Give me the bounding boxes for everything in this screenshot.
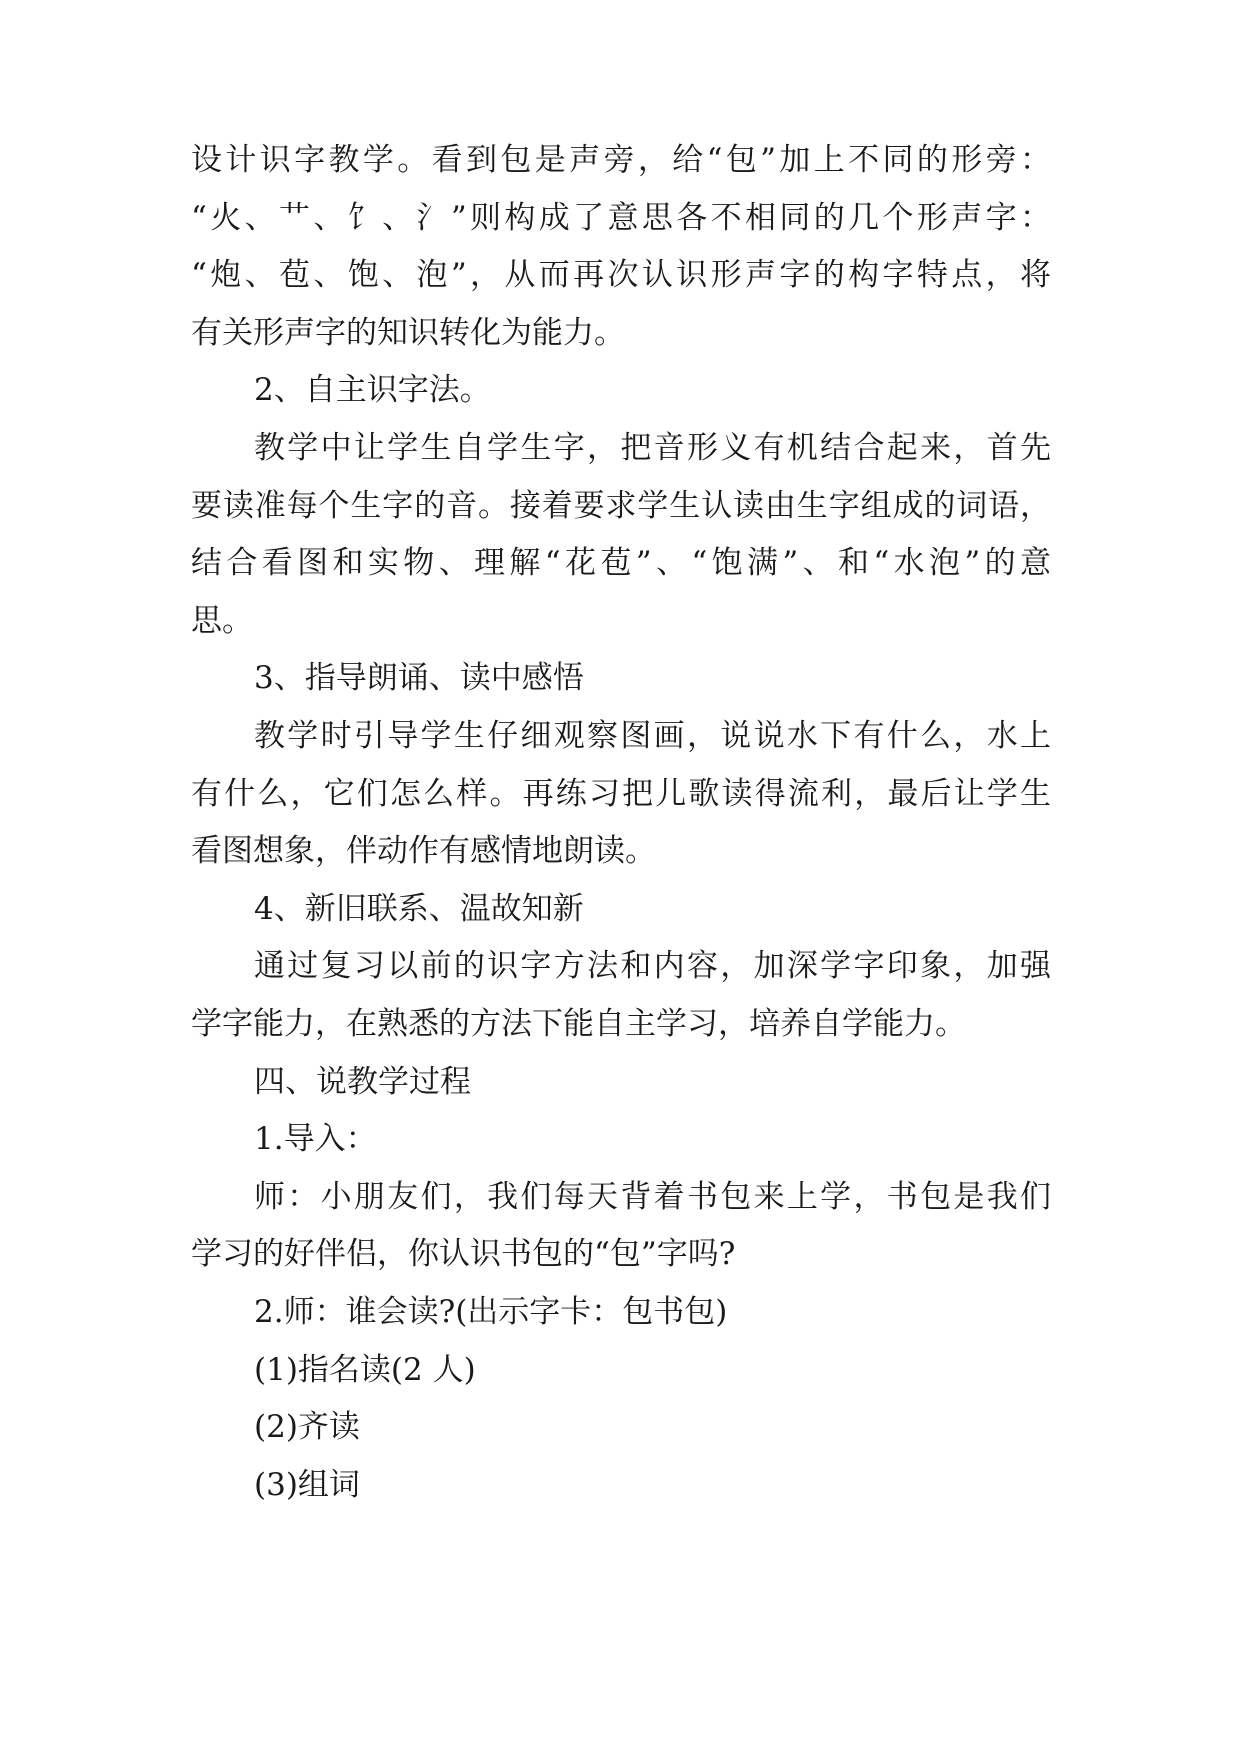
text-line: 看图想象，伴动作有感情地朗读。 — [191, 833, 656, 869]
text-line: (2)齐读 — [254, 1409, 360, 1445]
text-line: 有什么，它们怎么样。再练习把儿歌读得流利，最后让学生 — [191, 776, 1051, 812]
text-line: (3)组词 — [254, 1467, 360, 1503]
text-line: 四、说教学过程 — [254, 1064, 471, 1100]
text-line: 结合看图和实物、理解“花苞”、“饱满”、和“水泡”的意 — [191, 545, 1051, 581]
text-line: 要读准每个生字的音。接着要求学生认读由生字组成的词语， — [191, 488, 1051, 524]
text-line: “炮、苞、饱、泡”，从而再次认识形声字的构字特点，将 — [191, 257, 1051, 293]
text-line: 3、指导朗诵、读中感悟 — [254, 660, 584, 696]
text-line: 学字能力，在熟悉的方法下能自主学习，培养自学能力。 — [191, 1006, 966, 1042]
text-line: 思。 — [191, 603, 253, 639]
text-line: 1.导入： — [254, 1121, 377, 1157]
text-line: “火、艹、饣、氵”则构成了意思各不相同的几个形声字： — [191, 200, 1051, 236]
text-line: (1)指名读(2 人) — [254, 1352, 476, 1388]
text-line: 教学中让学生自学生字，把音形义有机结合起来，首先 — [254, 430, 1051, 466]
text-line: 师：小朋友们，我们每天背着书包来上学，书包是我们 — [254, 1179, 1051, 1215]
text-line: 2.师：谁会读?(出示字卡：包书包) — [254, 1294, 728, 1330]
text-line: 设计识字教学。看到包是声旁，给“包”加上不同的形旁： — [191, 142, 1051, 178]
text-line: 有关形声字的知识转化为能力。 — [191, 315, 625, 351]
text-line: 学习的好伴侣，你认识书包的“包”字吗? — [191, 1236, 736, 1272]
text-line: 2、自主识字法。 — [254, 372, 491, 408]
text-line: 4、新旧联系、温故知新 — [254, 891, 584, 927]
text-line: 通过复习以前的识字方法和内容，加深学字印象，加强 — [254, 948, 1051, 984]
text-line: 教学时引导学生仔细观察图画，说说水下有什么，水上 — [254, 718, 1051, 754]
